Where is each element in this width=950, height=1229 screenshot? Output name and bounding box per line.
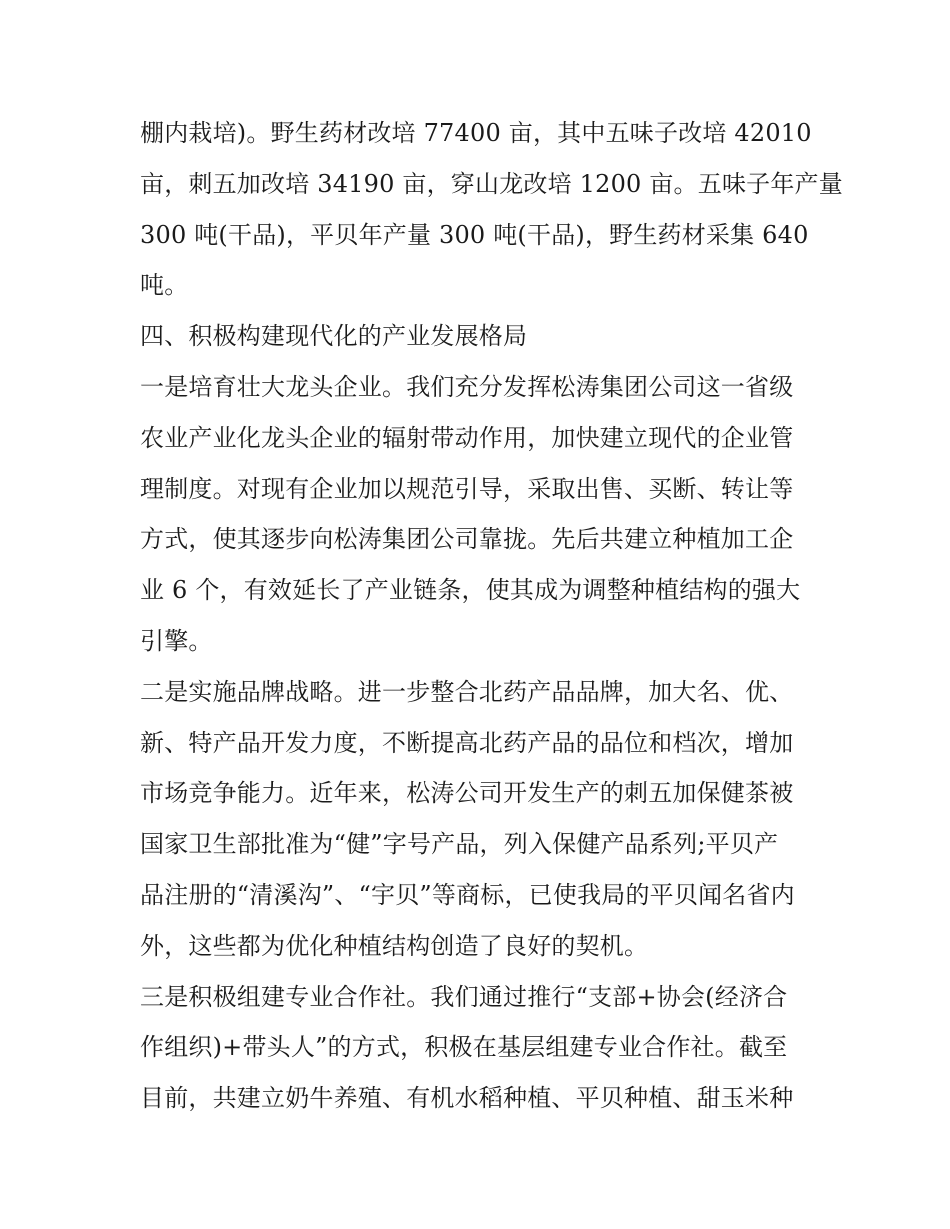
text-line: 300 吨(干品)，平贝年产量 300 吨(干品)，野生药材采集 640 [140, 220, 809, 249]
text-line: 二是实施品牌战略。进一步整合北药产品品牌，加大名、优、 [140, 677, 794, 706]
text-line: 业 6 个，有效延长了产业链条，使其成为调整种植结构的强大 [140, 576, 801, 605]
text-line: 作组织)+带头人”的方式，积极在基层组建专业合作社。截至 [140, 1033, 788, 1062]
text-line: 引擎。 [140, 626, 213, 655]
document-body [140, 108, 843, 1124]
text-line: 国家卫生部批准为“健”字号产品，列入保健产品系列;平贝产 [140, 830, 779, 859]
text-line: 吨。 [140, 271, 189, 300]
text-line: 理制度。对现有企业加以规范引导，采取出售、买断、转让等 [140, 474, 794, 503]
text-line: 棚内栽培)。野生药材改培 77400 亩，其中五味子改培 42010 [140, 119, 812, 147]
text-line: 品注册的“清溪沟”、“宇贝”等商标，已使我局的平贝闻名省内 [140, 880, 795, 909]
text-line: 农业产业化龙头企业的辐射带动作用，加快建立现代的企业管 [140, 423, 794, 452]
section-heading: 四、积极构建现代化的产业发展格局 [140, 322, 528, 351]
text-line: 一是培育壮大龙头企业。我们充分发挥松涛集团公司这一省级 [140, 372, 794, 401]
text-line: 市场竞争能力。近年来，松涛公司开发生产的刺五加保健茶被 [140, 779, 794, 808]
text-line: 新、特产品开发力度，不断提高北药产品的品位和档次，增加 [140, 728, 794, 757]
text-line: 方式，使其逐步向松涛集团公司靠拢。先后共建立种植加工企 [140, 525, 794, 554]
text-line: 目前，共建立奶牛养殖、有机水稻种植、平贝种植、甜玉米种 [140, 1084, 794, 1113]
text-line: 外，这些都为优化种植结构创造了良好的契机。 [140, 931, 649, 960]
text-line: 三是积极组建专业合作社。我们通过推行“支部+协会(经济合 [140, 982, 788, 1011]
text-line: 亩，刺五加改培 34190 亩，穿山龙改培 1200 亩。五味子年产量 [140, 169, 843, 198]
